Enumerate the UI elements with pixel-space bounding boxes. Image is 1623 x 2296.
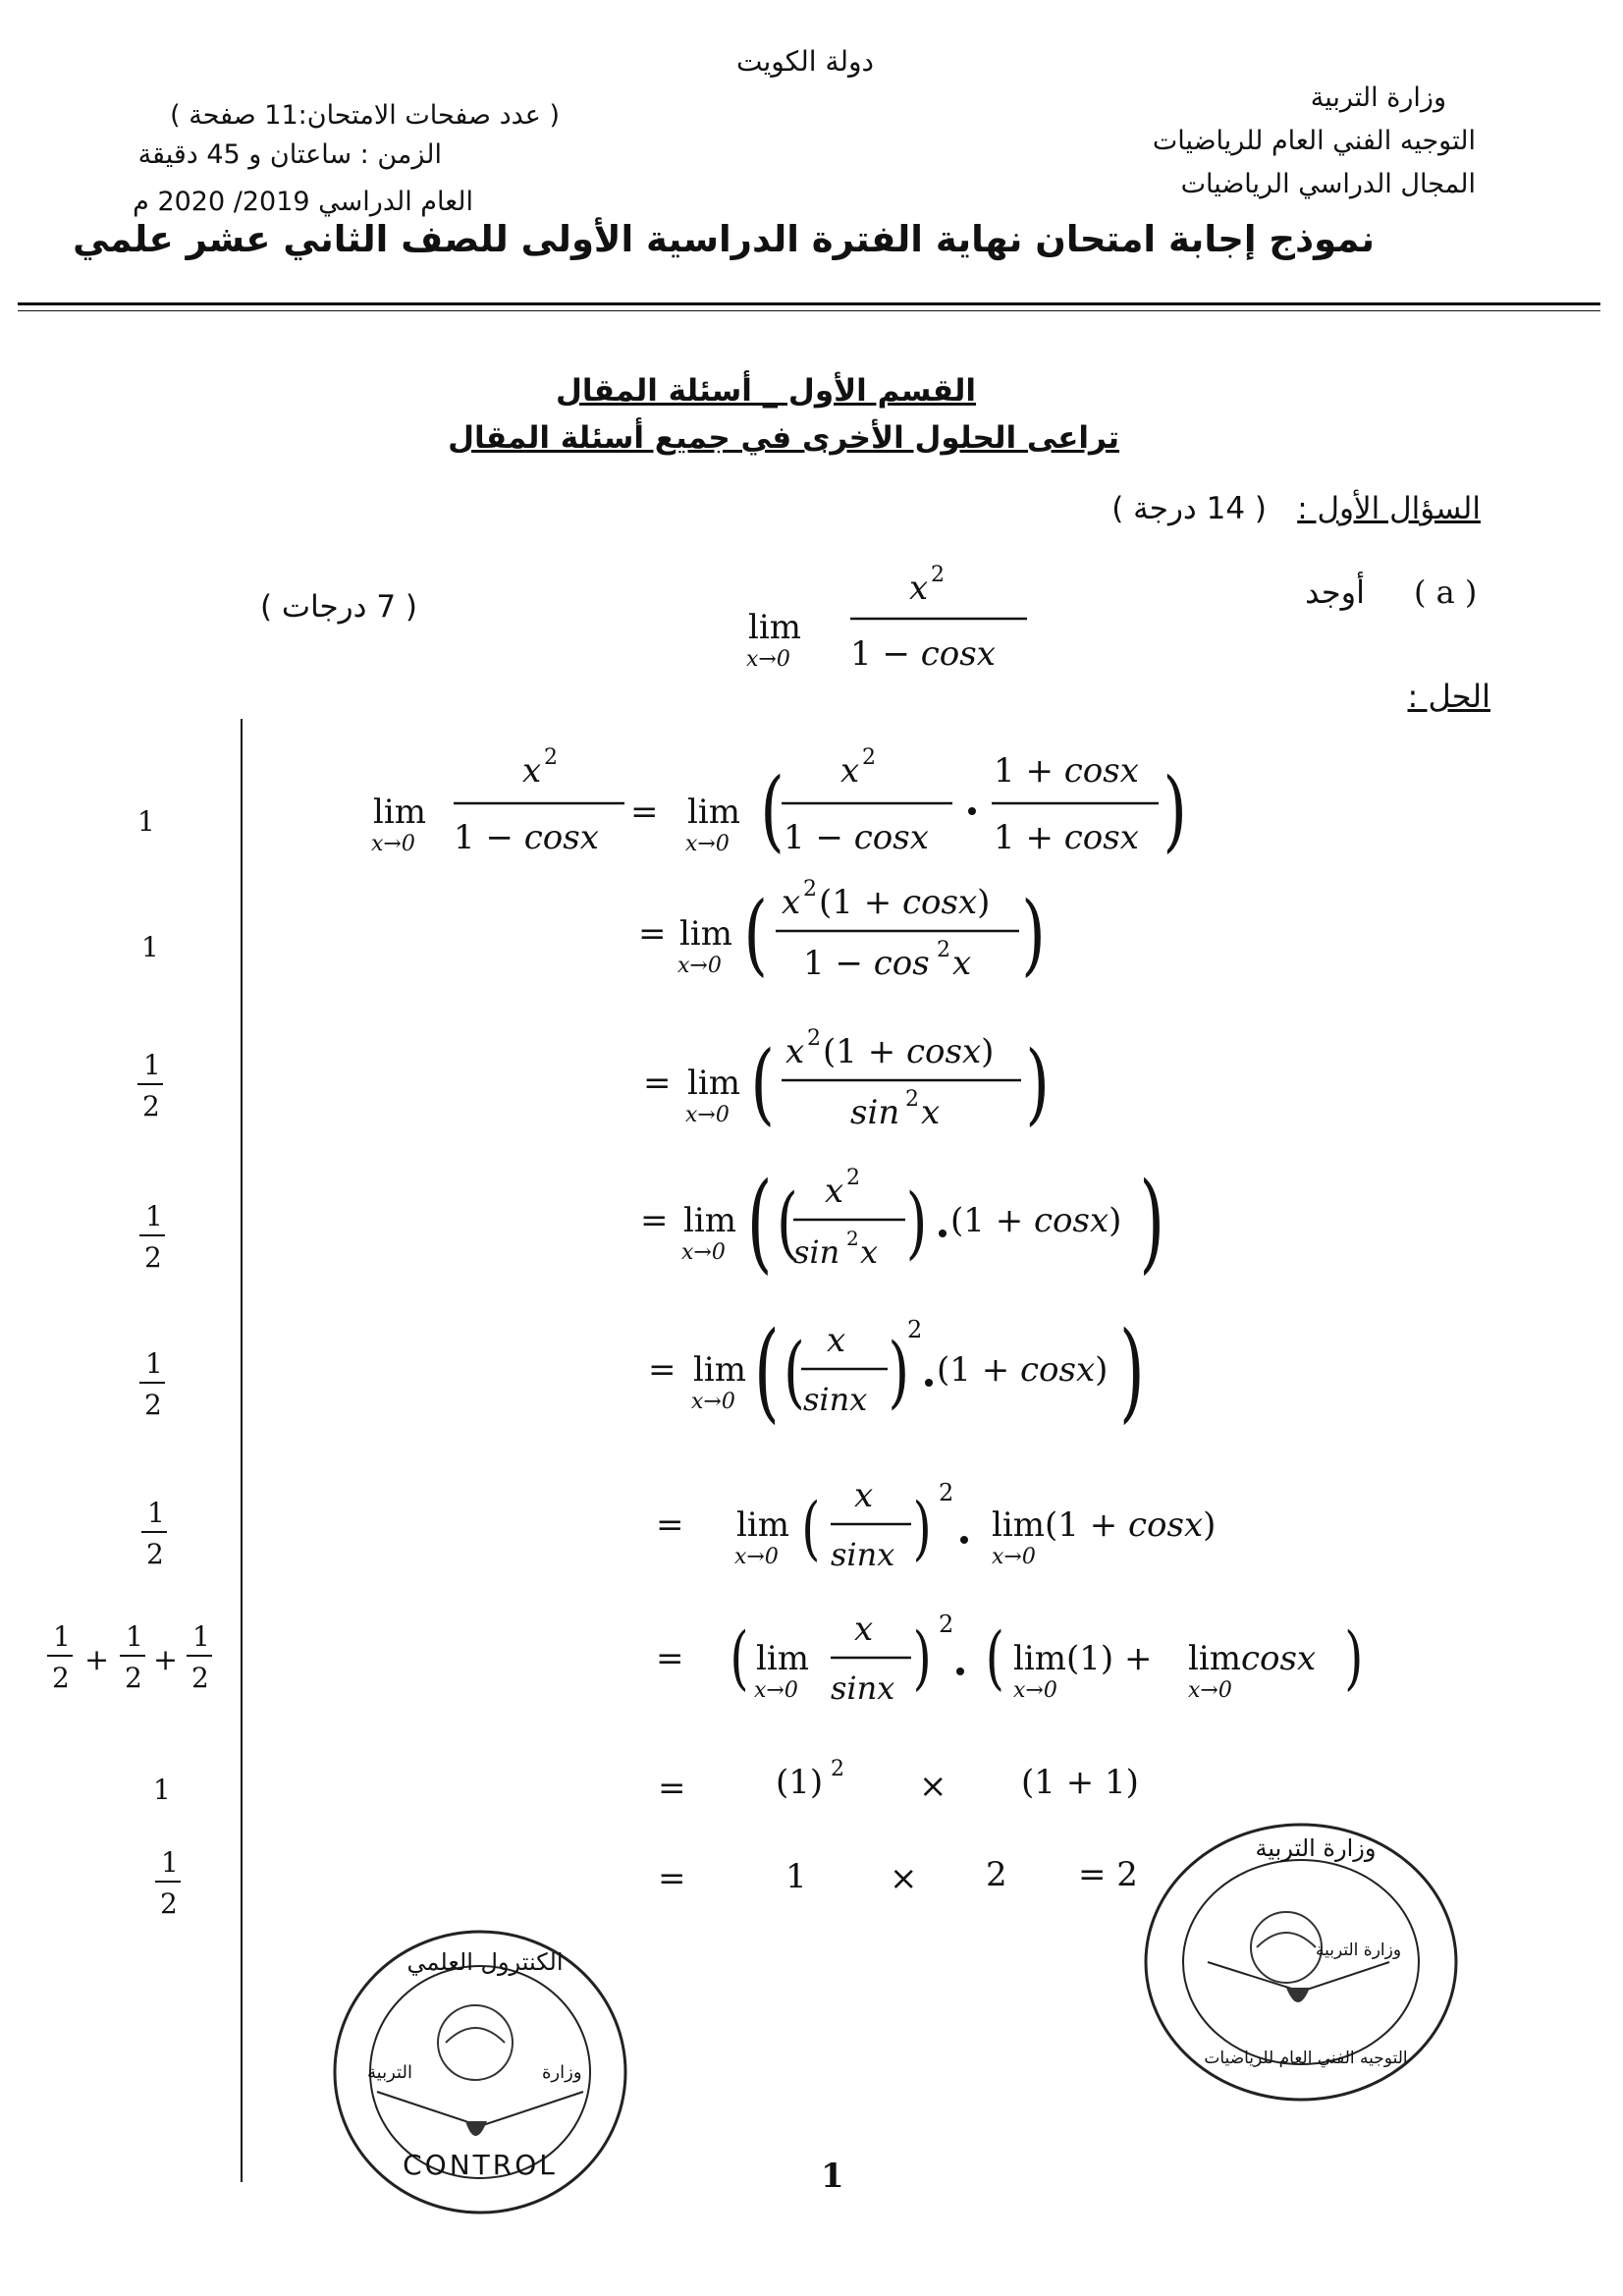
svg-text:(: ( [760, 759, 784, 863]
svg-text:): ) [905, 1177, 928, 1269]
svg-text:x→0: x→0 [754, 1678, 798, 1703]
mark-5 [139, 1347, 165, 1421]
svg-text:2: 2 [191, 1662, 209, 1694]
academic-year: العام الدراسي 2019/ 2020 م [133, 187, 473, 217]
svg-text:×: × [919, 1767, 947, 1806]
step-1 [371, 745, 1187, 862]
find-label: أوجد [1305, 574, 1365, 611]
svg-text:lim(1 + cosx): lim(1 + cosx) [992, 1505, 1217, 1545]
svg-text:×: × [890, 1859, 918, 1898]
svg-text:=: = [643, 1064, 672, 1103]
svg-text:2: 2 [146, 1538, 164, 1570]
svg-text:sinx: sinx [803, 1381, 868, 1418]
svg-text:x→0: x→0 [1013, 1678, 1057, 1703]
svg-text:1: 1 [141, 931, 159, 963]
step-7 [656, 1610, 1363, 1707]
svg-text:): ) [912, 1618, 932, 1699]
svg-text:2: 2 [846, 1166, 860, 1190]
control-stamp [328, 1925, 632, 2219]
question-grade: ( 14 درجة ) [1111, 491, 1267, 526]
svg-text:x: x [860, 1233, 879, 1271]
svg-text:lim: lim [693, 1350, 746, 1390]
svg-text:1 − cosx: 1 − cosx [850, 634, 996, 674]
svg-text:+: + [84, 1643, 110, 1677]
svg-text:1 + cosx: 1 + cosx [994, 818, 1139, 857]
svg-text:1 − cosx: 1 − cosx [454, 818, 599, 857]
svg-text:2: 2 [125, 1662, 142, 1694]
svg-text:(: ( [750, 1032, 775, 1136]
svg-text:sin: sin [793, 1233, 840, 1271]
mark-9 [155, 1846, 181, 1920]
svg-text:): ) [912, 1489, 932, 1569]
step-2 [638, 877, 1046, 986]
svg-text:2: 2 [144, 1389, 162, 1421]
svg-text:sinx: sinx [831, 1536, 895, 1573]
svg-text:(: ( [784, 1327, 805, 1418]
section-note: تراعى الحلول الأخرى في جميع أسئلة المقال [448, 420, 1119, 456]
mark-8 [153, 1774, 171, 1806]
svg-text:x→0: x→0 [1188, 1678, 1232, 1703]
svg-text:(1 + cosx): (1 + cosx) [937, 1350, 1109, 1390]
svg-text:(: ( [985, 1618, 1004, 1699]
svg-text:1: 1 [147, 1497, 165, 1529]
svg-text:2: 2 [931, 563, 945, 587]
svg-text:1: 1 [192, 1620, 210, 1653]
svg-text:x→0: x→0 [685, 1103, 730, 1127]
svg-text:2: 2 [846, 1227, 859, 1250]
part-grade: ( 7 درجات ) [259, 589, 417, 625]
svg-text:): ) [1025, 1032, 1050, 1136]
svg-text:x: x [825, 1172, 844, 1211]
svg-text:sinx: sinx [831, 1669, 895, 1707]
study-field: المجال الدراسي الرياضيات [1180, 169, 1476, 199]
section-title: القسم الأول _ أسئلة المقال [555, 373, 977, 409]
svg-text:x: x [827, 1321, 846, 1360]
svg-text:=: = [658, 1769, 686, 1808]
svg-text:(1 + 1): (1 + 1) [1021, 1763, 1139, 1802]
svg-text:(: ( [777, 1177, 798, 1269]
svg-text:(: ( [746, 1160, 773, 1285]
svg-text:2: 2 [807, 1026, 821, 1051]
svg-text:1: 1 [53, 1620, 71, 1653]
svg-text:=: = [630, 793, 659, 832]
ministry-name: وزارة التربية [1310, 82, 1446, 113]
svg-text:=: = [658, 1859, 686, 1898]
exam-time: الزمن : ساعتان و 45 دقيقة [137, 139, 442, 170]
svg-text:2: 2 [52, 1662, 70, 1694]
svg-text:1: 1 [137, 805, 155, 838]
mark-4 [139, 1200, 165, 1274]
control-stamp-inner-right: وزارة [542, 2062, 582, 2083]
svg-text:x: x [952, 944, 972, 983]
ministry-stamp-top-text: وزارة التربية [1255, 1834, 1377, 1862]
svg-text:2: 2 [939, 1611, 954, 1638]
svg-text:(: ( [801, 1489, 821, 1569]
svg-text:2: 2 [907, 1316, 923, 1343]
svg-text:): ) [1139, 1160, 1165, 1285]
svg-text:2: 2 [142, 1090, 160, 1122]
svg-text:2: 2 [544, 745, 558, 770]
svg-text:x: x [785, 1032, 805, 1071]
svg-text:x→0: x→0 [992, 1545, 1036, 1569]
svg-text:=: = [638, 914, 667, 954]
svg-text:2: 2 [937, 938, 950, 962]
svg-text:1: 1 [153, 1774, 171, 1806]
svg-text:2: 2 [160, 1887, 178, 1920]
ministry-stamp [1139, 1815, 1463, 2109]
svg-text:lim(1) +: lim(1) + [1013, 1639, 1153, 1678]
svg-text:x: x [854, 1476, 874, 1515]
svg-text:2: 2 [144, 1241, 162, 1274]
svg-text:x→0: x→0 [734, 1545, 779, 1569]
svg-text:(1 + cosx): (1 + cosx) [823, 1032, 995, 1071]
control-stamp-bottom-text: CONTROL [403, 2149, 558, 2181]
svg-text:lim: lim [373, 793, 426, 832]
mark-1 [137, 805, 155, 838]
step-4 [640, 1160, 1164, 1285]
svg-text:): ) [1021, 883, 1046, 987]
svg-text:lim: lim [683, 1201, 736, 1240]
solution-label: الحل : [1407, 678, 1490, 715]
svg-text:(: ( [743, 883, 768, 987]
svg-text:1: 1 [785, 1857, 807, 1896]
svg-text:): ) [1119, 1309, 1145, 1435]
svg-text:(: ( [754, 1309, 780, 1435]
svg-text:2: 2 [986, 1855, 1007, 1894]
question-limit-expression [746, 563, 1027, 674]
svg-text:x: x [782, 883, 801, 922]
svg-text:x: x [854, 1610, 874, 1649]
mark-6 [141, 1497, 167, 1570]
step-8 [658, 1757, 1139, 1808]
svg-text:): ) [1344, 1618, 1364, 1699]
svg-text:lim: lim [736, 1505, 789, 1545]
svg-text:1: 1 [161, 1846, 179, 1879]
svg-text:(1 + cosx): (1 + cosx) [950, 1201, 1122, 1240]
svg-text:=: = [648, 1350, 676, 1390]
svg-text:x→0: x→0 [746, 647, 790, 672]
svg-text:(1): (1) [776, 1763, 824, 1802]
svg-text:x→0: x→0 [371, 832, 415, 856]
document-title: نموذج إجابة امتحان نهاية الفترة الدراسية الأولى للصف الثاني عشر علمي [73, 218, 1375, 260]
svg-text:1 − cos: 1 − cos [803, 944, 930, 983]
svg-text:2: 2 [862, 745, 876, 770]
control-stamp-top-text: الكنترول العلمي [406, 1948, 564, 1976]
step-9 [658, 1855, 1138, 1898]
svg-text:2: 2 [905, 1087, 919, 1112]
svg-text:1 − cosx: 1 − cosx [784, 818, 929, 857]
svg-text:=: = [656, 1639, 684, 1678]
mark-3 [137, 1049, 163, 1122]
svg-text:x→0: x→0 [685, 832, 730, 856]
svg-text:1: 1 [145, 1200, 163, 1232]
svg-text:+: + [153, 1643, 179, 1677]
svg-text:): ) [888, 1327, 910, 1418]
svg-text:x→0: x→0 [691, 1390, 735, 1414]
exam-pages: ( عدد صفحات الامتحان:11 صفحة ) [170, 100, 560, 131]
step-5 [648, 1309, 1145, 1434]
svg-text:(1 + cosx): (1 + cosx) [819, 883, 991, 922]
svg-text:x: x [909, 569, 929, 608]
svg-text:1: 1 [143, 1049, 161, 1081]
svg-text:lim: lim [748, 608, 801, 647]
svg-text:1: 1 [145, 1347, 163, 1380]
mark-2 [141, 931, 159, 963]
mark-7 [47, 1620, 212, 1694]
svg-text:lim: lim [687, 793, 740, 832]
page-number: 1 [821, 2157, 844, 2196]
svg-text:x→0: x→0 [677, 954, 722, 978]
ministry-stamp-inner-text: وزارة التربية [1316, 1941, 1402, 1960]
svg-text:1: 1 [126, 1620, 143, 1653]
step-3 [643, 1026, 1050, 1135]
svg-text:x: x [840, 751, 860, 791]
svg-text:lim: lim [679, 914, 732, 954]
svg-text:lim: lim [756, 1639, 809, 1678]
country-name: دولة الكويت [736, 45, 874, 78]
svg-text:=: = [656, 1505, 684, 1545]
control-stamp-inner-left: التربية [367, 2062, 412, 2083]
step-6 [656, 1476, 1216, 1573]
department-name: التوجيه الفني العام للرياضيات [1152, 126, 1476, 156]
part-label: ( a ) [1414, 574, 1478, 611]
svg-text:limcosx: limcosx [1188, 1639, 1317, 1678]
question-label: السؤال الأول : [1297, 491, 1481, 526]
svg-text:2: 2 [803, 877, 817, 902]
svg-text:(: ( [730, 1618, 749, 1699]
svg-text:1 + cosx: 1 + cosx [994, 751, 1139, 791]
svg-text:x: x [921, 1093, 941, 1132]
svg-text:lim: lim [687, 1064, 740, 1103]
svg-text:x: x [522, 751, 542, 791]
svg-text:x→0: x→0 [681, 1240, 726, 1265]
svg-text:= 2: = 2 [1078, 1855, 1138, 1894]
svg-text:sin: sin [850, 1093, 900, 1132]
svg-text:2: 2 [939, 1479, 954, 1506]
svg-text:2: 2 [831, 1757, 844, 1781]
ministry-stamp-bottom-text: التوجيه الفني العام للرياضيات [1204, 2049, 1408, 2068]
svg-text:=: = [640, 1201, 669, 1240]
svg-text:): ) [1163, 759, 1187, 863]
